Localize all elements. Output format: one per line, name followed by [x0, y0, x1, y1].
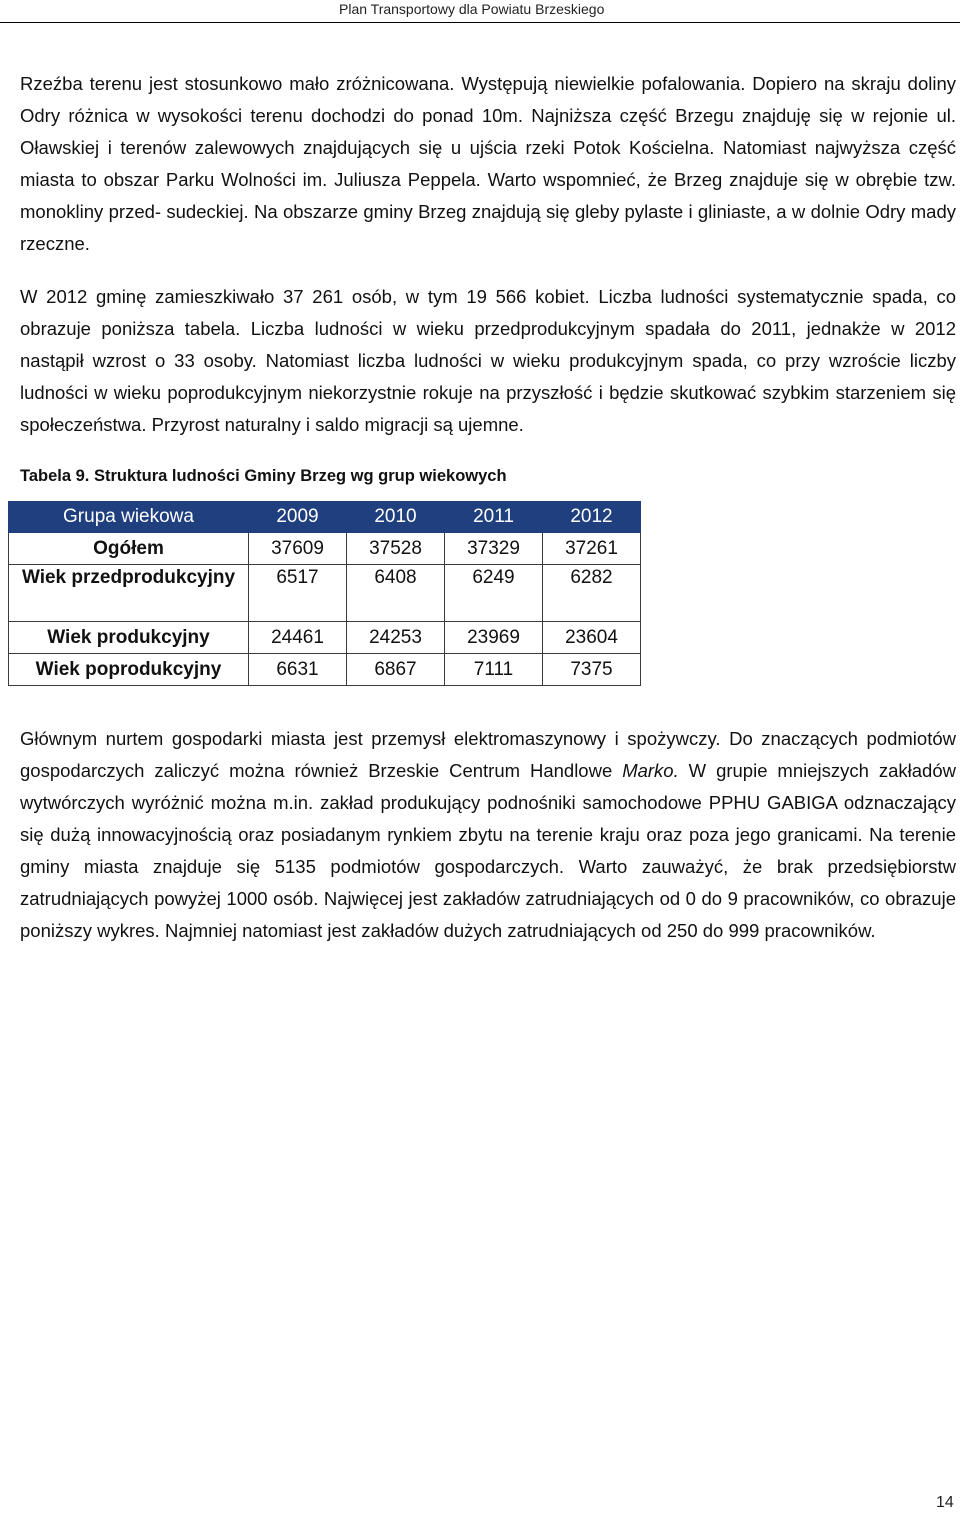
column-header: 2011	[445, 502, 543, 533]
paragraph-population: W 2012 gminę zamieszkiwało 37 261 osób, w tym 19 566 kobiet. Liczba ludności systematycznie spada, co obrazuje poniższa tabela. Liczba ludności w wieku przedprodukcyjnym spadała do 2011, jednakże w 2012 nastąpił wzrost o 33 osoby. Natomiast liczba ludności w wieku produkcyjnym spada, co przy wzroście liczby ludności w wieku poprodukcyjnym niekorzystnie rokuje na przyszłość i będzie skutkować szybkim starzeniem się społeczeństwa. Przyrost naturalny i saldo migracji są ujemne.	[20, 286, 956, 435]
table-header-row	[9, 502, 641, 533]
table-cell: 7375	[543, 654, 641, 686]
row-label: Ogółem	[9, 533, 249, 565]
paragraph-economy-text-b: W grupie mniejszych zakładów wytwórczych wyróżnić można m.in. zakład produkujący podnośniki samochodowe PPHU GABIGA odznaczający się dużą innowacyjnością oraz posiadanym rynkiem zbytu na terenie kraju oraz poza jego granicami. Na terenie gminy miasta znajduje się 5135 podmiotów gospodarczych. Warto zauważyć, że brak przedsiębiorstw zatrudniających powyżej 1000 osób. Najwięcej jest zakładów zatrudniających od 0 do 9 pracowników, co obrazuje poniższy wykres. Najmniej natomiast jest zakładów dużych zatrudniających od 250 do 999 pracowników.	[20, 760, 956, 941]
table-cell: 6408	[347, 565, 445, 622]
column-header: 2012	[543, 502, 641, 533]
table-row	[9, 622, 641, 654]
population-age-table	[8, 501, 641, 686]
page-header-title: Plan Transportowy dla Powiatu Brzeskiego	[339, 1, 605, 17]
table-cell: 6631	[249, 654, 347, 686]
table-cell: 24253	[347, 622, 445, 654]
column-header: 2009	[249, 502, 347, 533]
row-label: Wiek produkcyjny	[9, 622, 249, 654]
table-cell: 23604	[543, 622, 641, 654]
table-row	[9, 565, 641, 622]
table-cell: 6249	[445, 565, 543, 622]
table-cell: 6867	[347, 654, 445, 686]
table-cell: 37528	[347, 533, 445, 565]
header-divider	[0, 22, 960, 23]
table-row	[9, 533, 641, 565]
column-header: Grupa wiekowa	[9, 502, 249, 533]
table-caption: Tabela 9. Struktura ludności Gminy Brzeg wg grup wiekowych	[20, 467, 507, 485]
table-cell: 7111	[445, 654, 543, 686]
table-cell: 37329	[445, 533, 543, 565]
row-label: Wiek poprodukcyjny	[9, 654, 249, 686]
table-cell: 37261	[543, 533, 641, 565]
row-label: Wiek przedprodukcyjny	[9, 565, 249, 622]
paragraph-economy-text-a: Głównym nurtem gospodarki miasta jest przemysł elektromaszynowy i spożywczy. Do znaczących podmiotów gospodarczych zaliczyć można również Brzeskie Centrum Handlowe	[20, 728, 956, 781]
table-cell: 6517	[249, 565, 347, 622]
brand-name-marko: Marko.	[622, 760, 679, 781]
table-cell: 24461	[249, 622, 347, 654]
page-number: 14	[936, 1494, 954, 1511]
column-header: 2010	[347, 502, 445, 533]
table-row	[9, 654, 641, 686]
table-cell: 6282	[543, 565, 641, 622]
table-cell: 37609	[249, 533, 347, 565]
paragraph-terrain: Rzeźba terenu jest stosunkowo mało zróżnicowana. Występują niewielkie pofalowania. Dopiero na skraju doliny Odry różnica w wysokości terenu dochodzi do ponad 10m. Najniższa część Brzegu znajduję się w rejonie ul. Oławskiej i terenów zalewowych znajdujących się u ujścia rzeki Potok Kościelna. Natomiast najwyższa część miasta to obszar Parku Wolności im. Juliusza Peppela. Warto wspomnieć, że Brzeg znajduje się w obrębie tzw. monokliny przed- sudeckiej. Na obszarze gminy Brzeg znajdują się gleby pylaste i gliniaste, a w dolnie Odry mady rzeczne.	[20, 73, 956, 254]
paragraph-economy	[20, 723, 956, 947]
table-cell: 23969	[445, 622, 543, 654]
